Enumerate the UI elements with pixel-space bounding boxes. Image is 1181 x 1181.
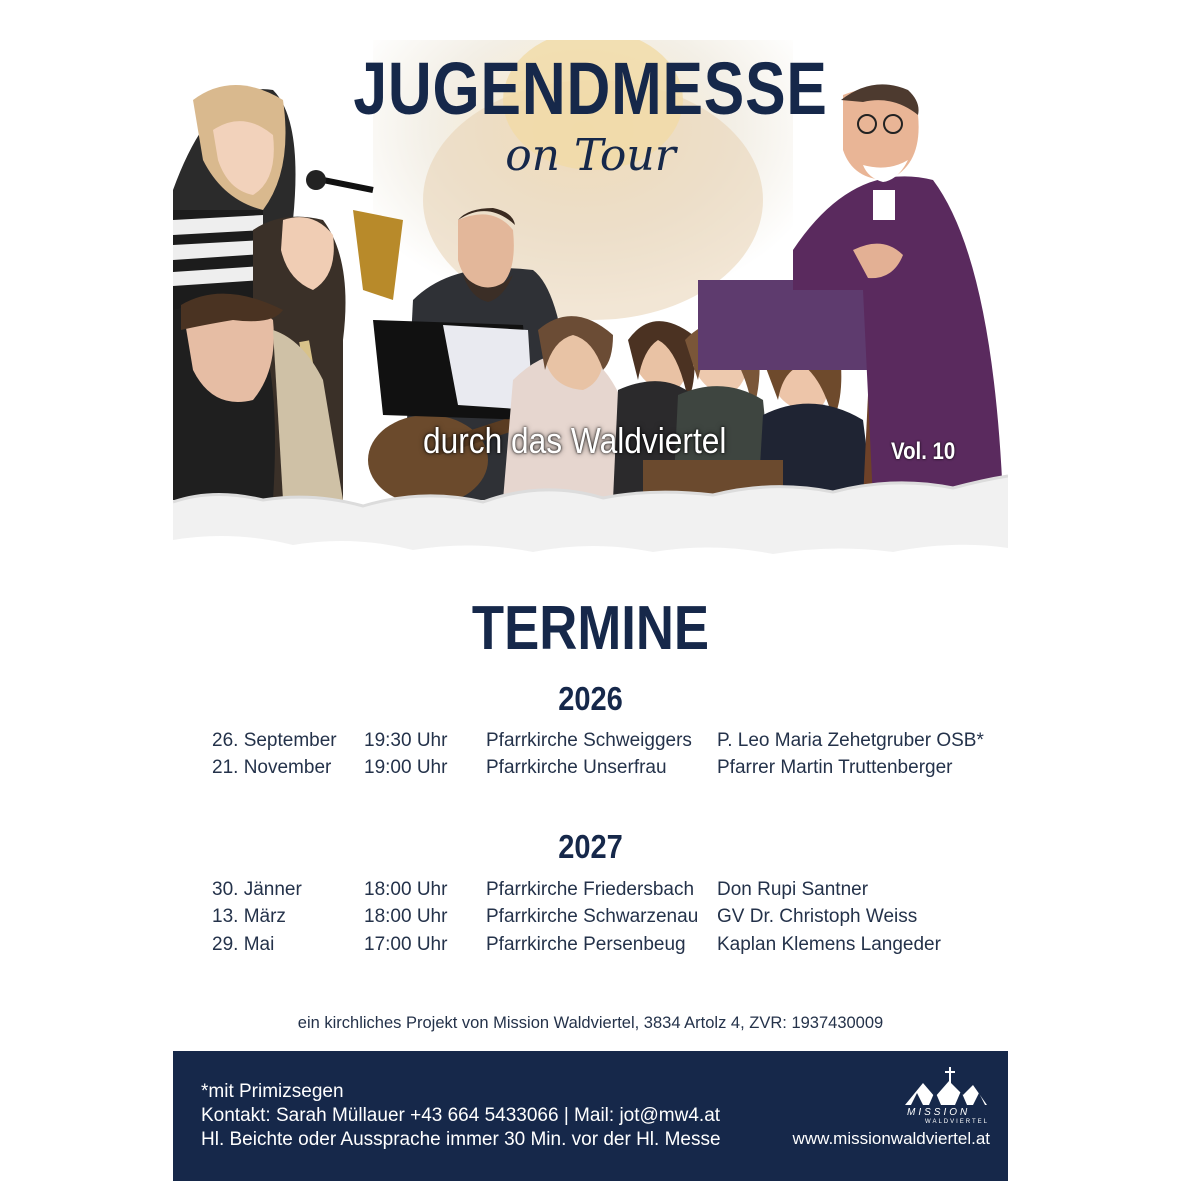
event-tagline: durch das Waldviertel [423,420,727,461]
year-heading-2026: 2026 [558,680,623,717]
event-date: 29. Mai [212,934,275,955]
project-credit: ein kirchliches Projekt von Mission Waldviertel, 3834 Artolz 4, ZVR: 1937430009 [297,1014,884,1032]
event-date: 26. September [212,730,337,751]
event-date: 30. Jänner [212,879,302,900]
event-time: 18:00 Uhr [364,906,448,927]
schedule-row [173,730,1008,756]
website-link[interactable]: www.missionwaldviertel.at [792,1129,990,1148]
event-time: 19:30 Uhr [364,730,448,751]
event-time: 18:00 Uhr [364,879,448,900]
confession-info: Hl. Beichte oder Aussprache immer 30 Min. vor der Hl. Messe [201,1129,721,1150]
event-date: 21. November [212,757,332,778]
event-place: Pfarrkirche Schweiggers [486,730,692,751]
volume-label: Vol. 10 [891,438,956,465]
poster [173,0,1008,1181]
year-heading-2027: 2027 [558,828,623,865]
event-place: Pfarrkirche Persenbeug [486,934,686,955]
schedule-row [173,757,1008,783]
event-subtitle: on Tour [505,130,676,181]
logo-text: MISSION [907,1107,971,1118]
event-priest: GV Dr. Christoph Weiss [717,906,918,927]
schedule-row [173,934,1008,960]
event-place: Pfarrkirche Schwarzenau [486,906,699,927]
event-place: Pfarrkirche Friedersbach [486,879,695,900]
logo-subtext: WALDVIERTEL [925,1119,990,1125]
contact-info: Kontakt: Sarah Müllauer +43 664 5433066 | Mail: jot@mw4.at [201,1105,721,1126]
event-title: JUGENDMESSE [353,47,828,130]
event-priest: Don Rupi Santner [717,879,869,900]
event-priest: Pfarrer Martin Truttenberger [717,757,953,778]
event-priest: Kaplan Klemens Langeder [717,934,941,955]
schedule-heading: TERMINE [471,594,710,663]
event-time: 17:00 Uhr [364,934,448,955]
schedule-row [173,906,1008,932]
footer [173,1051,1008,1181]
event-priest: P. Leo Maria Zehetgruber OSB* [717,730,984,751]
schedule-row [173,879,1008,905]
event-time: 19:00 Uhr [364,757,448,778]
event-date: 13. März [212,906,286,927]
event-place: Pfarrkirche Unserfrau [486,757,667,778]
footnote-primizsegen: *mit Primizsegen [201,1081,344,1102]
